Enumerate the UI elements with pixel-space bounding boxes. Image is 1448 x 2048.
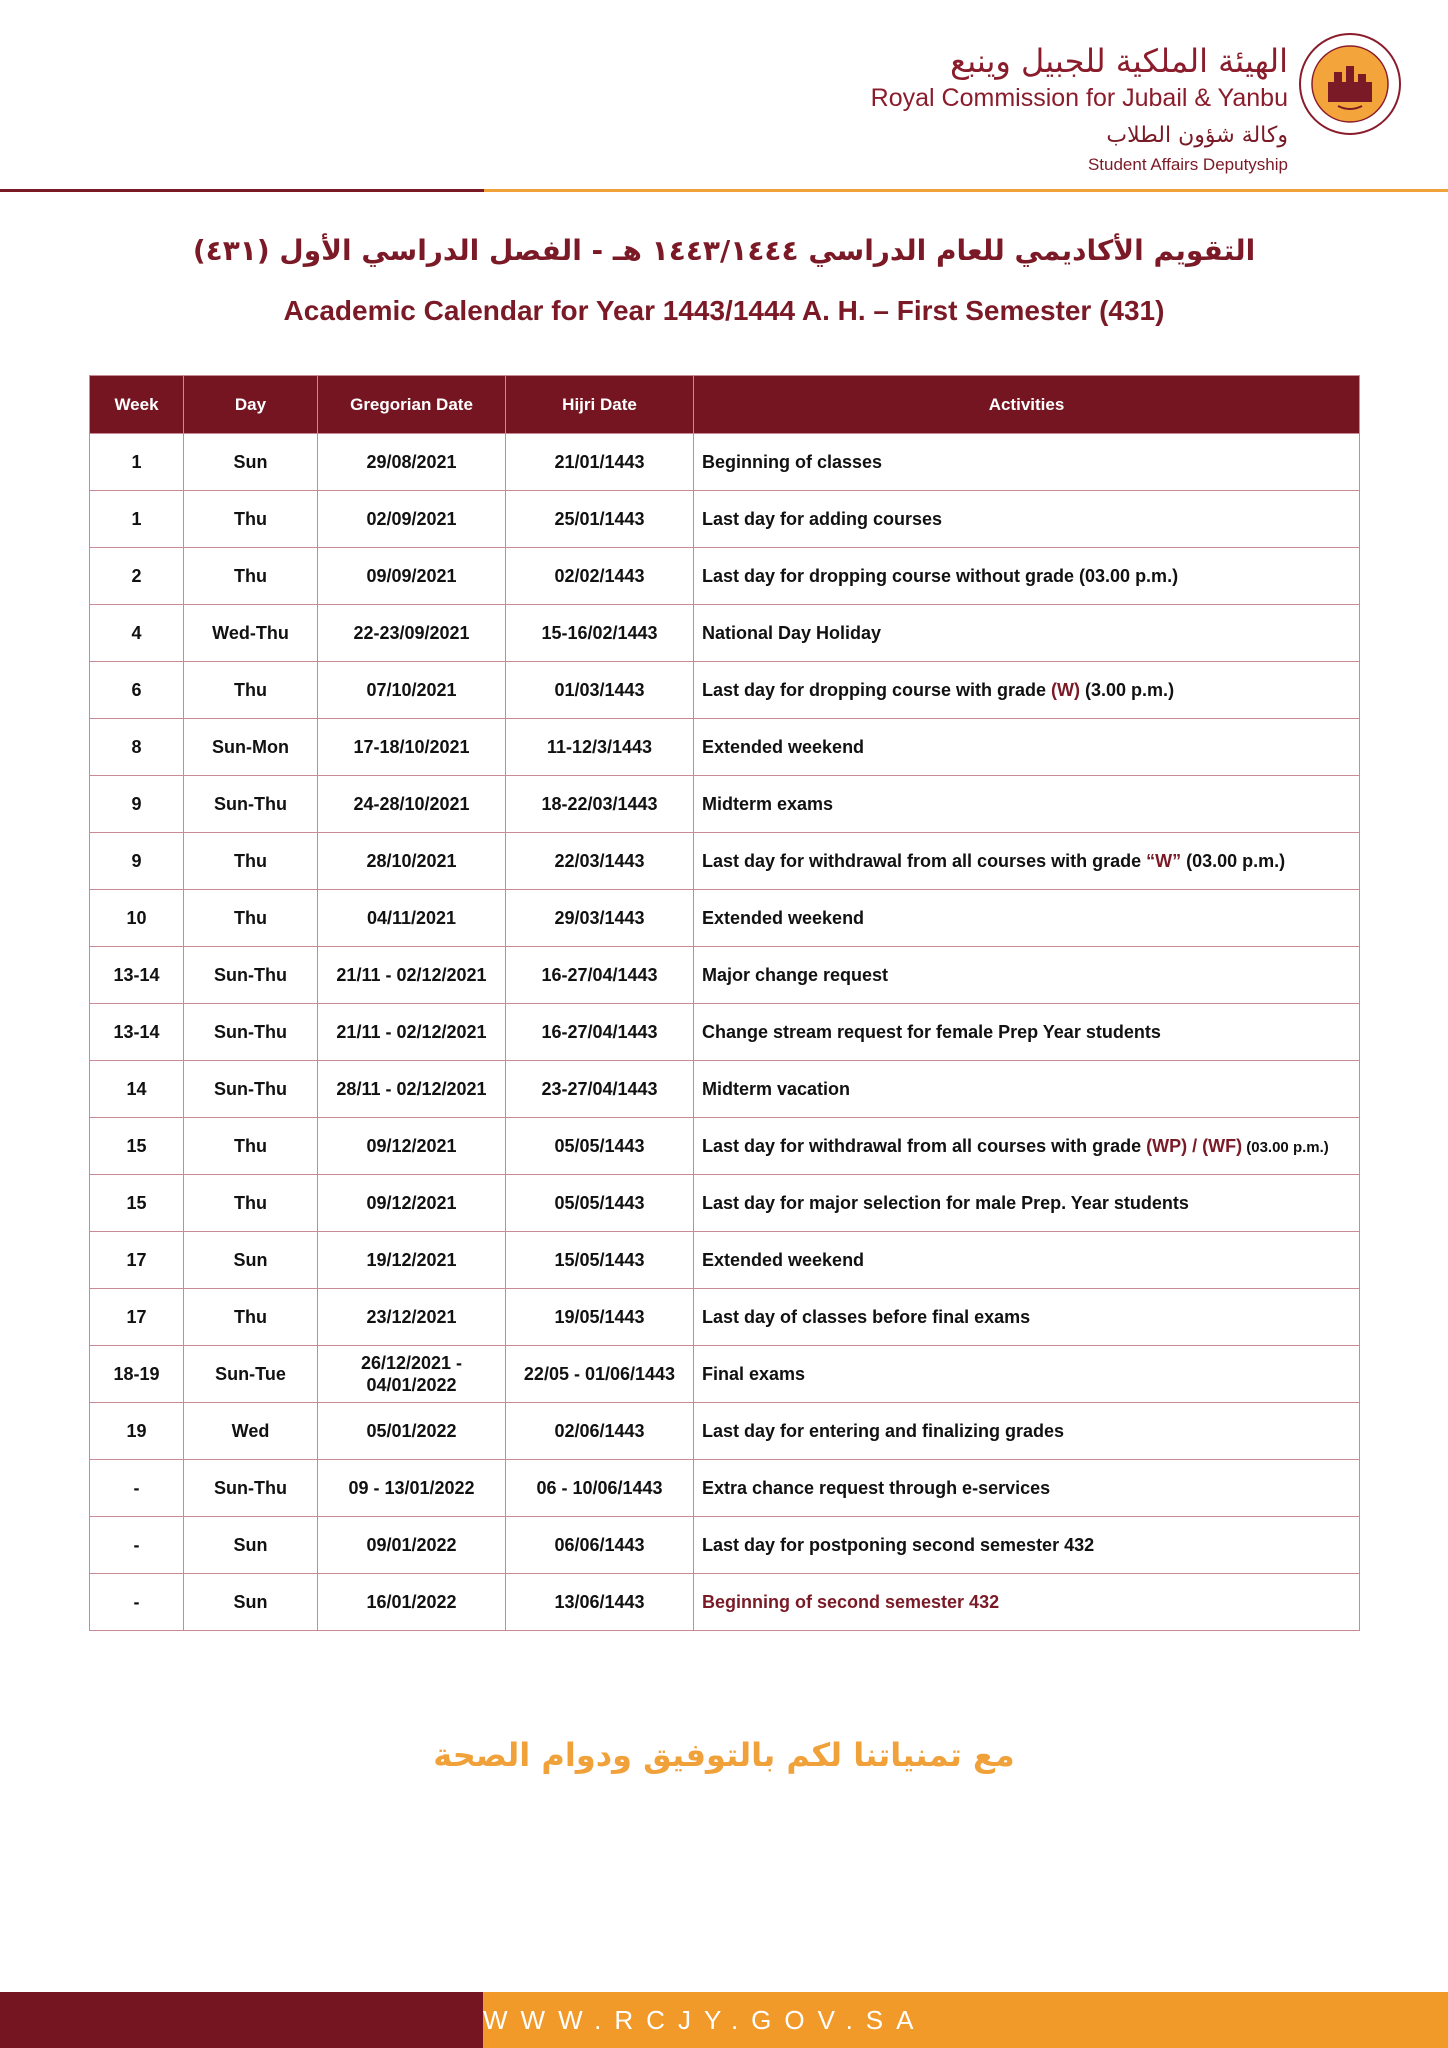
gregorian-date-cell: 29/08/2021 — [318, 434, 506, 491]
activity-cell: Extra chance request through e-services — [694, 1460, 1360, 1517]
week-cell: 1 — [90, 491, 184, 548]
day-cell: Wed-Thu — [184, 605, 318, 662]
gregorian-date-cell: 16/01/2022 — [318, 1574, 506, 1631]
day-cell: Sun — [184, 434, 318, 491]
activity-cell: Beginning of second semester 432 — [694, 1574, 1360, 1631]
activity-text: Last day for dropping course with grade — [702, 679, 1052, 700]
activity-cell: Extended weekend — [694, 719, 1360, 776]
gregorian-date-cell: 07/10/2021 — [318, 662, 506, 719]
week-cell: 18-19 — [90, 1346, 184, 1403]
gregorian-date-cell: 05/01/2022 — [318, 1403, 506, 1460]
gregorian-date-cell: 21/11 - 02/12/2021 — [318, 1004, 506, 1061]
table-row — [90, 947, 1360, 1004]
deputyship-english: Student Affairs Deputyship — [1087, 155, 1288, 174]
activity-cell: Last day for major selection for male Prep. Year students — [694, 1175, 1360, 1232]
week-cell: 19 — [90, 1403, 184, 1460]
hijri-date-cell: 11-12/3/1443 — [506, 719, 694, 776]
gregorian-date-cell: 09/09/2021 — [318, 548, 506, 605]
column-header-gregorian-date: Gregorian Date — [318, 376, 506, 434]
day-cell: Sun-Tue — [184, 1346, 318, 1403]
gregorian-date-cell: 09/12/2021 — [318, 1118, 506, 1175]
gregorian-date-cell: 09/01/2022 — [318, 1517, 506, 1574]
activity-grade-highlight: “W” — [1146, 850, 1182, 871]
week-cell: - — [90, 1574, 184, 1631]
column-header-week: Week — [90, 376, 184, 434]
table-row — [90, 491, 1360, 548]
header-rule-orange — [484, 189, 1448, 192]
hijri-date-cell: 06/06/1443 — [506, 1517, 694, 1574]
activity-time-note: (03.00 p.m.) — [1242, 1138, 1329, 1156]
table-row — [90, 890, 1360, 947]
hijri-date-cell: 22/05 - 01/06/1443 — [506, 1346, 694, 1403]
org-name-arabic: الهيئة الملكية للجبيل وينبع — [950, 42, 1288, 80]
day-cell: Thu — [184, 662, 318, 719]
week-cell: 17 — [90, 1289, 184, 1346]
hijri-date-cell: 16-27/04/1443 — [506, 947, 694, 1004]
day-cell: Sun-Thu — [184, 947, 318, 1004]
week-cell: 9 — [90, 833, 184, 890]
week-cell: 9 — [90, 776, 184, 833]
hijri-date-cell: 25/01/1443 — [506, 491, 694, 548]
gregorian-date-cell: 22-23/09/2021 — [318, 605, 506, 662]
gregorian-date-cell: 17-18/10/2021 — [318, 719, 506, 776]
day-cell: Thu — [184, 491, 318, 548]
activity-cell: Last day for postponing second semester 432 — [694, 1517, 1360, 1574]
hijri-date-cell: 16-27/04/1443 — [506, 1004, 694, 1061]
activity-cell: Beginning of classes — [694, 434, 1360, 491]
gregorian-date-cell: 19/12/2021 — [318, 1232, 506, 1289]
table-row — [90, 719, 1360, 776]
table-row — [90, 1346, 1360, 1403]
activity-cell: Change stream request for female Prep Year students — [694, 1004, 1360, 1061]
hijri-date-cell: 02/06/1443 — [506, 1403, 694, 1460]
org-name-english: Royal Commission for Jubail & Yanbu — [870, 84, 1288, 112]
day-cell: Sun-Mon — [184, 719, 318, 776]
table-row — [90, 434, 1360, 491]
activity-cell: Extended weekend — [694, 1232, 1360, 1289]
gregorian-date-cell: 04/11/2021 — [318, 890, 506, 947]
gregorian-date-cell: 09 - 13/01/2022 — [318, 1460, 506, 1517]
week-cell: 15 — [90, 1175, 184, 1232]
hijri-date-cell: 19/05/1443 — [506, 1289, 694, 1346]
gregorian-date-cell: 21/11 - 02/12/2021 — [318, 947, 506, 1004]
table-row — [90, 1403, 1360, 1460]
day-cell: Sun — [184, 1232, 318, 1289]
hijri-date-cell: 21/01/1443 — [506, 434, 694, 491]
activity-cell: Extended weekend — [694, 890, 1360, 947]
header-rule-maroon — [0, 189, 484, 192]
day-cell: Sun — [184, 1517, 318, 1574]
week-cell: 15 — [90, 1118, 184, 1175]
column-header-day: Day — [184, 376, 318, 434]
activity-cell: Midterm vacation — [694, 1061, 1360, 1118]
table-row — [90, 548, 1360, 605]
table-row — [90, 1517, 1360, 1574]
table-row — [90, 1061, 1360, 1118]
gregorian-date-cell: 26/12/2021 - 04/01/2022 — [318, 1346, 506, 1403]
day-cell: Sun — [184, 1574, 318, 1631]
activity-cell: Last day for entering and finalizing grades — [694, 1403, 1360, 1460]
activity-text: Last day for withdrawal from all courses with grade — [702, 1135, 1147, 1156]
week-cell: 13-14 — [90, 1004, 184, 1061]
table-row — [90, 662, 1360, 719]
day-cell: Sun-Thu — [184, 1004, 318, 1061]
day-cell: Wed — [184, 1403, 318, 1460]
day-cell: Thu — [184, 833, 318, 890]
title-english: Academic Calendar for Year 1443/1444 A. H. – First Semester (431) — [283, 295, 1165, 326]
closing-wishes-arabic: مع تمنياتنا لكم بالتوفيق ودوام الصحة — [433, 1736, 1015, 1774]
activity-text: Last day for withdrawal from all courses with grade — [702, 850, 1147, 871]
column-header-activities: Activities — [694, 376, 1360, 434]
activity-grade-highlight: (WP) / (WF) — [1146, 1135, 1243, 1156]
table-row — [90, 1460, 1360, 1517]
gregorian-date-cell: 23/12/2021 — [318, 1289, 506, 1346]
week-cell: - — [90, 1517, 184, 1574]
day-cell: Sun-Thu — [184, 1460, 318, 1517]
week-cell: 4 — [90, 605, 184, 662]
activity-cell: Midterm exams — [694, 776, 1360, 833]
hijri-date-cell: 18-22/03/1443 — [506, 776, 694, 833]
hijri-date-cell: 29/03/1443 — [506, 890, 694, 947]
activity-cell — [694, 1118, 1360, 1175]
activity-cell — [694, 833, 1360, 890]
day-cell: Thu — [184, 1289, 318, 1346]
deputyship-arabic: وكالة شؤون الطلاب — [1106, 123, 1288, 148]
hijri-date-cell: 05/05/1443 — [506, 1118, 694, 1175]
week-cell: 2 — [90, 548, 184, 605]
day-cell: Sun-Thu — [184, 1061, 318, 1118]
activity-grade-highlight: (W) — [1051, 679, 1081, 700]
activity-time-note: (3.00 p.m.) — [1080, 679, 1175, 700]
gregorian-date-cell: 24-28/10/2021 — [318, 776, 506, 833]
hijri-date-cell: 01/03/1443 — [506, 662, 694, 719]
hijri-date-cell: 02/02/1443 — [506, 548, 694, 605]
title-arabic: التقويم الأكاديمي للعام الدراسي ١٤٤٣/١٤٤٤ هـ - الفصل الدراسي الأول (٤٣١) — [192, 234, 1256, 267]
gregorian-date-cell: 02/09/2021 — [318, 491, 506, 548]
hijri-date-cell: 15/05/1443 — [506, 1232, 694, 1289]
academic-calendar-table — [89, 375, 1360, 1631]
website-link[interactable]: WWW.RCJY.GOV.SA — [483, 2005, 927, 2035]
activity-cell — [694, 662, 1360, 719]
gregorian-date-cell: 28/11 - 02/12/2021 — [318, 1061, 506, 1118]
week-cell: 17 — [90, 1232, 184, 1289]
table-row — [90, 1004, 1360, 1061]
day-cell: Thu — [184, 1175, 318, 1232]
table-row — [90, 1175, 1360, 1232]
week-cell: - — [90, 1460, 184, 1517]
activity-time-note: (03.00 p.m.) — [1181, 850, 1286, 871]
week-cell: 8 — [90, 719, 184, 776]
table-row — [90, 1289, 1360, 1346]
table-row — [90, 833, 1360, 890]
activity-cell: Major change request — [694, 947, 1360, 1004]
table-row — [90, 1118, 1360, 1175]
hijri-date-cell: 13/06/1443 — [506, 1574, 694, 1631]
week-cell: 13-14 — [90, 947, 184, 1004]
week-cell: 10 — [90, 890, 184, 947]
activity-cell: Final exams — [694, 1346, 1360, 1403]
week-cell: 1 — [90, 434, 184, 491]
gregorian-date-cell: 28/10/2021 — [318, 833, 506, 890]
table-header-row — [90, 376, 1360, 434]
day-cell: Thu — [184, 890, 318, 947]
hijri-date-cell: 22/03/1443 — [506, 833, 694, 890]
day-cell: Thu — [184, 548, 318, 605]
table-row — [90, 1574, 1360, 1631]
day-cell: Sun-Thu — [184, 776, 318, 833]
page-header — [0, 0, 1448, 195]
hijri-date-cell: 23-27/04/1443 — [506, 1061, 694, 1118]
activity-cell: Last day for dropping course without grade (03.00 p.m.) — [694, 548, 1360, 605]
activity-cell: Last day of classes before final exams — [694, 1289, 1360, 1346]
hijri-date-cell: 06 - 10/06/1443 — [506, 1460, 694, 1517]
week-cell: 6 — [90, 662, 184, 719]
table-row — [90, 1232, 1360, 1289]
gregorian-date-cell: 09/12/2021 — [318, 1175, 506, 1232]
table-row — [90, 776, 1360, 833]
activity-cell: National Day Holiday — [694, 605, 1360, 662]
activity-cell: Last day for adding courses — [694, 491, 1360, 548]
week-cell: 14 — [90, 1061, 184, 1118]
column-header-hijri-date: Hijri Date — [506, 376, 694, 434]
table-row — [90, 605, 1360, 662]
footer-bar-maroon — [0, 1992, 483, 2048]
kingdom-logo-icon — [1298, 32, 1402, 136]
day-cell: Thu — [184, 1118, 318, 1175]
hijri-date-cell: 15-16/02/1443 — [506, 605, 694, 662]
hijri-date-cell: 05/05/1443 — [506, 1175, 694, 1232]
